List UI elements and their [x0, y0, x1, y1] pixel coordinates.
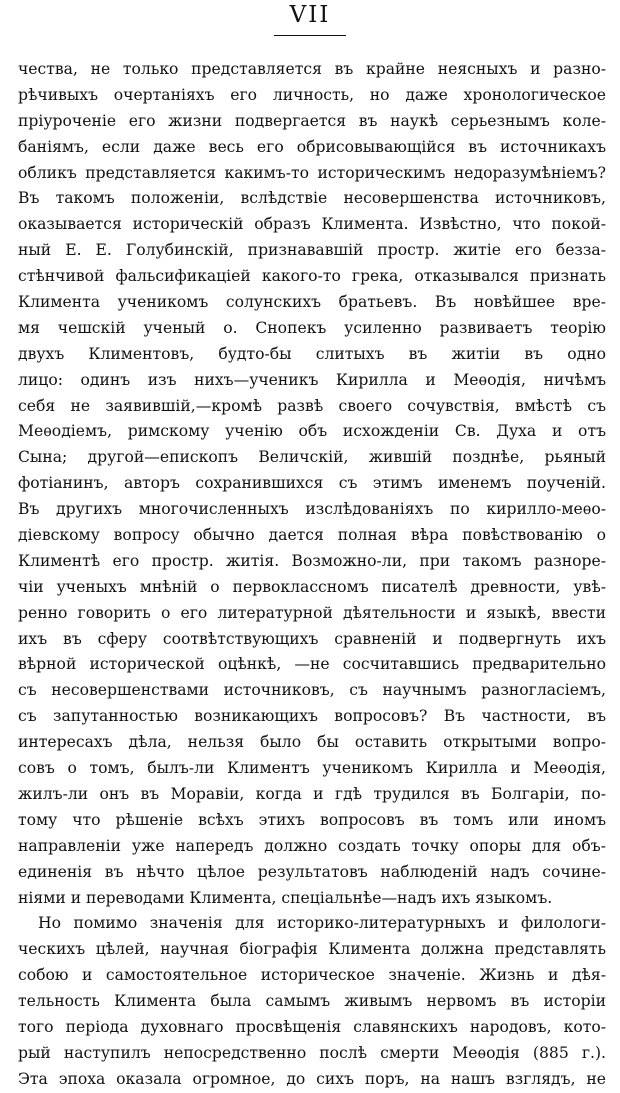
text-line: совъ о томъ, былъ-ли Климентъ ученикомъ Кирилла и Меѳодія, [18, 759, 606, 778]
text-line: чества, не только представляется въ крайне неясныхъ и разно- [18, 60, 606, 78]
text-line: двухъ Климентовъ, будто-бы слитыхъ въ житіи въ одно [18, 344, 606, 363]
text-line: рѣчивыхъ очертаніяхъ его личность, но даже хронологическое [18, 85, 606, 104]
text-line: интересахъ дѣла, нельзя было бы оставить открытыми вопро- [18, 733, 606, 752]
text-line: рый наступилъ непосредственно послѣ смерти Меѳодія (885 г.). [18, 1043, 606, 1062]
text-line: Въ такомъ положеніи, вслѣдствіе несовершенства источниковъ, [18, 189, 606, 208]
text-line: ренно говорить о его литературной дѣятельности и языкѣ, ввести [18, 603, 606, 622]
text-line: тому что рѣшеніе всѣхъ этихъ вопросовъ въ томъ или иномъ [18, 810, 606, 829]
text-line: Меѳодіемъ, римскому ученію объ исхожденіи Св. Духа и отъ [18, 422, 606, 441]
text-line: собою и самостоятельное историческое значеніе. Жизнь и дѣя- [18, 966, 606, 985]
text-line: обликъ представляется какимъ-то историческимъ недоразумѣніемъ? [18, 163, 606, 182]
text-line: направленіи уже напередъ должно создать точку опоры для объ- [18, 836, 606, 855]
page-header [0, 0, 620, 42]
text-line: Эта эпоха оказала огромное, до сихъ поръ, на нашъ взглядъ, не [18, 1069, 606, 1088]
page-number: VII [289, 2, 331, 28]
text-line: ихъ въ сферу соотвѣтствующихъ сравненій и подвергнуть ихъ [18, 629, 606, 648]
text-line: Но помимо значенія для историко-литературныхъ и филологи- [38, 914, 606, 933]
header-rule [274, 35, 346, 36]
text-line: пріуроченіе его жизни подвергается въ наукѣ серьезнымъ коле- [18, 111, 606, 130]
text-line: единенія въ нѣчто цѣлое результатовъ наблюденій надъ сочине- [18, 862, 606, 881]
text-line: себя не заявившій,—кромѣ развѣ своего сочувствія, вмѣстѣ съ [18, 396, 606, 415]
text-line: съ несовершенствами источниковъ, съ научнымъ разногласіемъ, [18, 681, 606, 700]
text-line: чіи ученыхъ мнѣній о первоклассномъ писателѣ древности, увѣ- [18, 577, 606, 596]
text-line: ческихъ цѣлей, научная біографія Климента должна представлять [18, 940, 606, 959]
body-text [18, 57, 606, 1093]
text-line: вѣрной исторической оцѣнкѣ, —не сосчитавшись предварительно [18, 655, 606, 674]
text-line: тельность Климента была самымъ живымъ нервомъ въ исторіи [18, 992, 606, 1011]
text-line: баніямъ, если даже весь его обрисовывающійся въ источникахъ [18, 137, 606, 156]
text-line: фотіанинъ, авторъ сохранившихся съ этимъ именемъ поученій. [18, 474, 606, 493]
text-line: діевскому вопросу обычно дается полная вѣра повѣствованію о [18, 526, 606, 545]
text-line: лицо: одинъ изъ нихъ—ученикъ Кирилла и Меѳодія, ничѣмъ [18, 370, 606, 389]
text-line: жилъ-ли онъ въ Моравіи, когда и гдѣ трудился въ Болгаріи, по- [18, 784, 606, 803]
text-line: того періода духовнаго просвѣщенія славянскихъ народовъ, кото- [18, 1017, 606, 1036]
text-line: ніями и переводами Климента, спеціальнѣе—надъ ихъ языкомъ. [18, 888, 553, 907]
text-line: стѣнчивой фальсификаціей какого-то грека, отказывался признать [18, 267, 606, 286]
text-line: Климентѣ его простр. житія. Возможно-ли, при такомъ разноре- [18, 551, 606, 570]
text-line: мя чешскій ученый о. Снопекъ усиленно развиваетъ теорію [18, 318, 606, 337]
text-line: ный Е. Е. Голубинскій, признававшій простр. житіе его безза- [18, 241, 606, 260]
text-line: Сына; другой—епископъ Величскій, жившій позднѣе, рьяный [18, 448, 606, 467]
text-line: оказывается историческій образъ Климента. Извѣстно, что покой- [18, 215, 606, 234]
text-line: съ запутанностью возникающихъ вопросовъ? Въ частности, въ [18, 707, 606, 726]
text-line: Въ другихъ многочисленныхъ изслѣдованіяхъ по кирилло-меѳо- [18, 500, 606, 519]
text-line: Климента ученикомъ солунскихъ братьевъ. Въ новѣйшее вре- [18, 293, 606, 312]
